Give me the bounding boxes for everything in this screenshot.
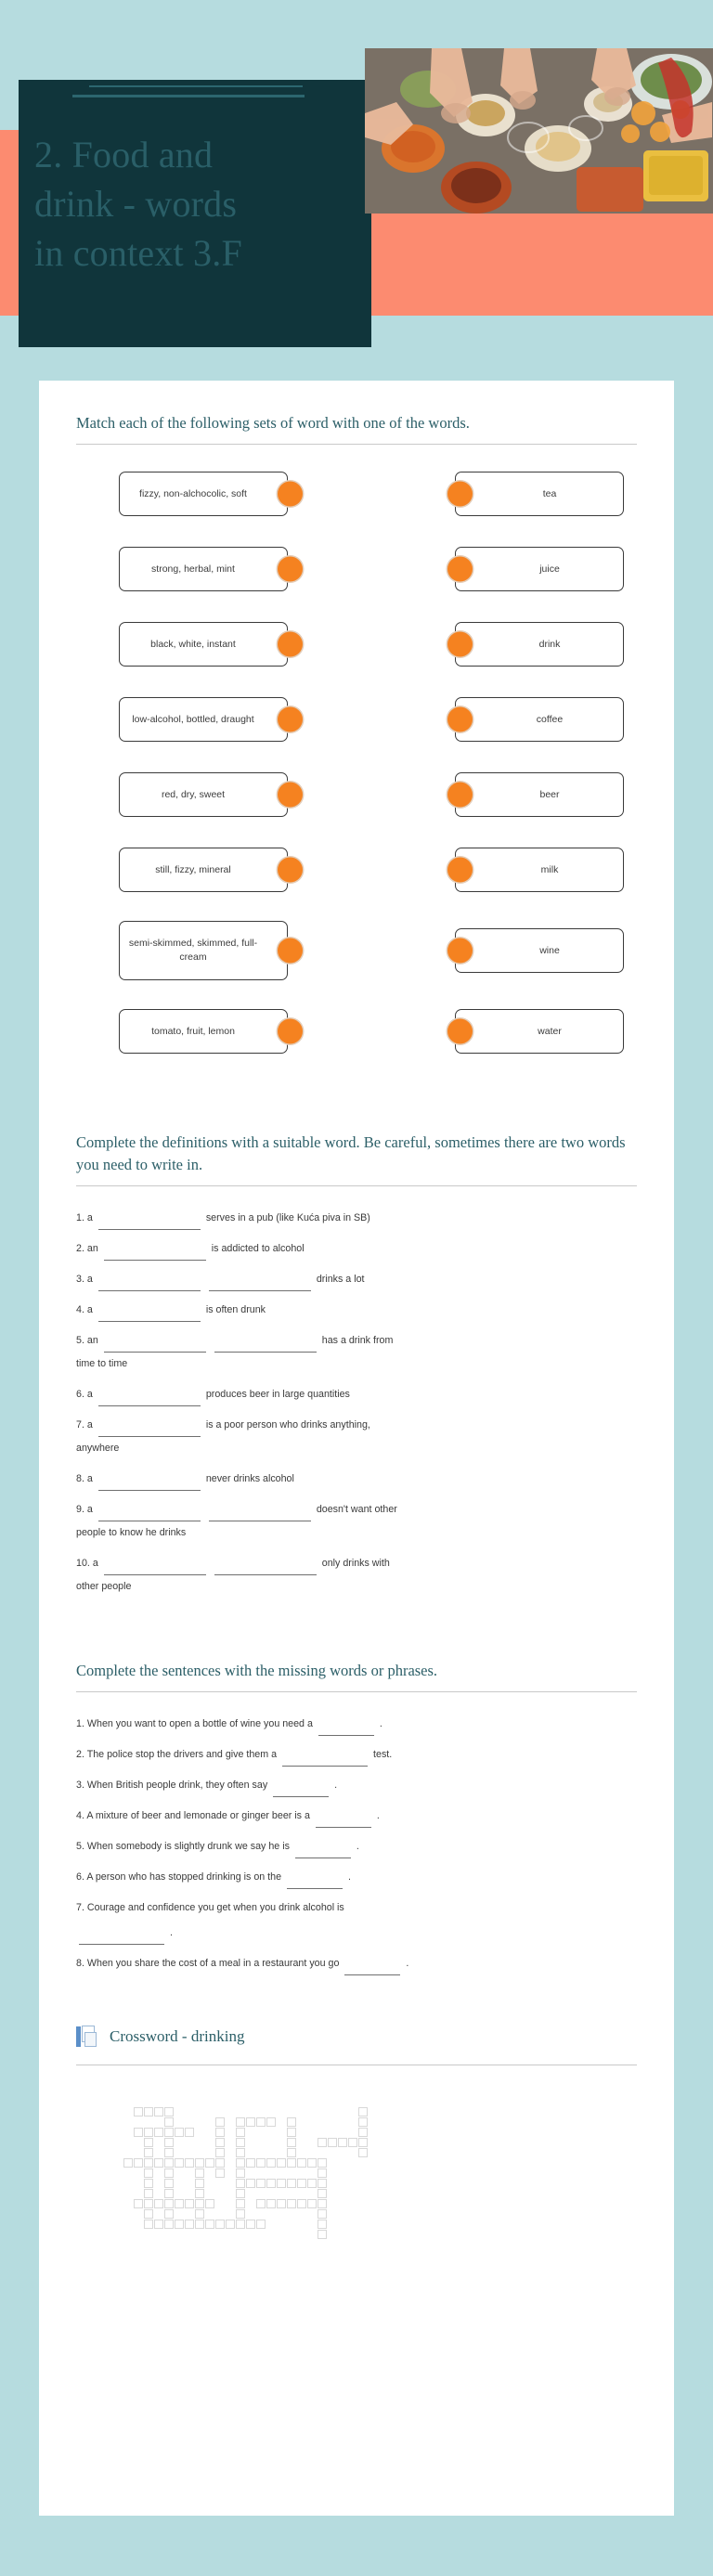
crossword-cell[interactable] (185, 2158, 194, 2168)
answer-blank[interactable] (214, 1561, 317, 1575)
answer-blank[interactable] (98, 1423, 201, 1437)
divider (76, 1691, 637, 1692)
definition-item (76, 1207, 637, 1230)
crossword-cell[interactable] (134, 2158, 143, 2168)
crossword-cell[interactable] (164, 2209, 174, 2219)
answer-blank[interactable] (209, 1508, 311, 1521)
crossword-cell[interactable] (195, 2168, 204, 2178)
item-tail-text: anywhere (76, 1443, 120, 1454)
crossword-cell[interactable] (185, 2199, 194, 2208)
crossword-cell[interactable] (246, 2179, 255, 2188)
crossword-cell[interactable] (195, 2209, 204, 2219)
sentence-item (76, 1713, 637, 1736)
crossword-cell[interactable] (318, 2179, 327, 2188)
crossword-cell[interactable] (338, 2138, 347, 2147)
rule-line-1 (89, 85, 303, 87)
crossword-cell[interactable] (318, 2199, 327, 2208)
definition-item (76, 1414, 637, 1460)
crossword-cell[interactable] (164, 2199, 174, 2208)
definitions-exercise-section (76, 1078, 637, 1599)
item-pre-text: a (86, 1274, 93, 1285)
crossword-cell[interactable] (175, 2158, 184, 2168)
crossword-cell[interactable] (358, 2128, 368, 2137)
item-number: 7. (76, 1902, 84, 1913)
match-row[interactable] (455, 615, 631, 673)
sentence-item (76, 1896, 637, 1945)
crossword-cell[interactable] (164, 2128, 174, 2137)
sentences-exercise-title: Complete the sentences with the missing words or phrases. (76, 1662, 438, 1679)
item-post-text: . (348, 1871, 351, 1883)
match-row[interactable] (455, 916, 631, 985)
item-number: 8. (76, 1473, 84, 1484)
item-pre-text: a (86, 1419, 93, 1430)
crossword-cell[interactable] (215, 2138, 225, 2147)
answer-blank[interactable] (209, 1277, 311, 1291)
crossword-cell[interactable] (144, 2179, 153, 2188)
item-pre-text: When British people drink, they often say (86, 1780, 268, 1791)
item-pre-text: When somebody is slightly drunk we say he is (86, 1841, 290, 1852)
crossword-cell[interactable] (215, 2148, 225, 2157)
crossword-cell[interactable] (164, 2189, 174, 2198)
crossword-cell[interactable] (144, 2158, 153, 2168)
title-line-2: drink - words (34, 183, 238, 225)
definition-item (76, 1383, 637, 1406)
match-dot-icon[interactable] (278, 482, 303, 507)
crossword-cell[interactable] (236, 2199, 245, 2208)
crossword-cell[interactable] (287, 2179, 296, 2188)
item-pre-text: a (92, 1558, 98, 1569)
item-number: 5. (76, 1841, 84, 1852)
definitions-exercise-title: Complete the definitions with a suitable word. Be careful, sometimes there are two words you need to write in. (76, 1133, 626, 1173)
crossword-cell[interactable] (134, 2199, 143, 2208)
crossword-cell[interactable] (318, 2168, 327, 2178)
food-table-photo-illustration (365, 48, 713, 214)
answer-blank[interactable] (344, 1961, 400, 1975)
item-post-text: . (376, 1810, 380, 1821)
item-pre-text: an (86, 1243, 98, 1254)
crossword-cell[interactable] (256, 2117, 266, 2127)
crossword-cell[interactable] (195, 2189, 204, 2198)
crossword-cell[interactable] (266, 2117, 276, 2127)
match-dot-icon[interactable] (278, 557, 303, 582)
match-dot-icon[interactable] (278, 1019, 303, 1044)
crossword-cell[interactable] (246, 2220, 255, 2229)
item-post-text: never drinks alcohol (205, 1473, 294, 1484)
crossword-cell[interactable] (266, 2158, 276, 2168)
crossword-cell[interactable] (195, 2199, 204, 2208)
crossword-cell[interactable] (277, 2179, 286, 2188)
match-right-box[interactable]: juice (455, 547, 624, 591)
crossword-header (76, 1983, 637, 2048)
crossword-cell[interactable] (144, 2189, 153, 2198)
crossword-cell[interactable] (358, 2148, 368, 2157)
definition-item (76, 1329, 637, 1376)
match-left-box[interactable]: black, white, instant (119, 622, 288, 667)
item-tail-text: people to know he drinks (76, 1527, 187, 1538)
crossword-cell[interactable] (134, 2128, 143, 2137)
crossword-cell[interactable] (318, 2138, 327, 2147)
item-pre-text: a (86, 1504, 93, 1515)
definition-item (76, 1468, 637, 1491)
match-right-box[interactable]: coffee (455, 697, 624, 742)
crossword-cell[interactable] (215, 2117, 225, 2127)
answer-blank[interactable] (316, 1814, 371, 1828)
match-row[interactable] (119, 615, 295, 673)
item-pre-text: Courage and confidence you get when you drink alcohol is (86, 1902, 344, 1913)
match-dot-icon[interactable] (447, 632, 473, 657)
item-number: 1. (76, 1718, 84, 1729)
answer-blank[interactable] (104, 1561, 206, 1575)
sentence-item (76, 1743, 637, 1767)
match-dot-icon[interactable] (447, 1019, 473, 1044)
item-post-text: serves in a pub (like Kuća piva in SB) (205, 1212, 370, 1223)
crossword-cell[interactable] (307, 2179, 317, 2188)
match-right-box[interactable]: water (455, 1009, 624, 1054)
crossword-cell[interactable] (307, 2158, 317, 2168)
crossword-grid[interactable] (113, 2097, 392, 2236)
match-dot-icon[interactable] (278, 858, 303, 883)
sentence-item (76, 1866, 637, 1889)
crossword-cell[interactable] (205, 2199, 214, 2208)
crossword-cell[interactable] (144, 2148, 153, 2157)
crossword-cell[interactable] (307, 2199, 317, 2208)
crossword-cell[interactable] (246, 2117, 255, 2127)
item-pre-text: When you share the cost of a meal in a restaurant you go (86, 1958, 340, 1969)
match-dot-icon[interactable] (447, 858, 473, 883)
crossword-cell[interactable] (205, 2158, 214, 2168)
answer-blank[interactable] (98, 1277, 201, 1291)
crossword-cell[interactable] (318, 2209, 327, 2219)
crossword-cell[interactable] (185, 2220, 194, 2229)
crossword-cell[interactable] (236, 2158, 245, 2168)
match-left-box[interactable]: still, fizzy, mineral (119, 848, 288, 892)
crossword-cell[interactable] (215, 2168, 225, 2178)
title-line-1: 2. Food and (34, 134, 214, 175)
item-post-text: produces beer in large quantities (205, 1389, 350, 1400)
crossword-cell[interactable] (164, 2220, 174, 2229)
match-row[interactable] (455, 540, 631, 598)
sentences-list (76, 1713, 637, 1975)
crossword-cell[interactable] (236, 2148, 245, 2157)
crossword-cell[interactable] (144, 2107, 153, 2116)
item-pre-text: A mixture of beer and lemonade or ginger beer is a (86, 1810, 310, 1821)
crossword-cell[interactable] (175, 2128, 184, 2137)
item-number: 7. (76, 1419, 84, 1430)
decorative-rules (72, 85, 314, 97)
crossword-cell[interactable] (236, 2168, 245, 2178)
match-dot-icon[interactable] (447, 783, 473, 808)
item-post-text: . (334, 1780, 338, 1791)
crossword-cell[interactable] (154, 2158, 163, 2168)
definition-item (76, 1237, 637, 1261)
crossword-cell[interactable] (175, 2220, 184, 2229)
match-row[interactable] (119, 540, 295, 598)
crossword-cell[interactable] (144, 2220, 153, 2229)
crossword-cell[interactable] (256, 2220, 266, 2229)
item-pre-text: When you want to open a bottle of wine you need a (86, 1718, 313, 1729)
item-pre-text: a (86, 1212, 93, 1223)
crossword-cell[interactable] (277, 2158, 286, 2168)
match-row[interactable] (455, 1003, 631, 1060)
crossword-cell[interactable] (164, 2158, 174, 2168)
item-post-text: only drinks with (321, 1558, 390, 1569)
item-number: 9. (76, 1504, 84, 1515)
match-row[interactable] (455, 465, 631, 523)
crossword-cell[interactable] (144, 2138, 153, 2147)
match-right-box[interactable]: tea (455, 472, 624, 516)
crossword-cell[interactable] (297, 2158, 306, 2168)
crossword-cell[interactable] (256, 2158, 266, 2168)
match-dot-icon[interactable] (447, 938, 473, 964)
definition-item (76, 1498, 637, 1545)
answer-blank[interactable] (104, 1339, 206, 1353)
crossword-cell[interactable] (287, 2128, 296, 2137)
match-row[interactable] (119, 1003, 295, 1060)
crossword-cell[interactable] (318, 2230, 327, 2239)
crossword-cell[interactable] (358, 2138, 368, 2147)
crossword-cell[interactable] (226, 2220, 235, 2229)
crossword-cell[interactable] (154, 2128, 163, 2137)
match-left-box[interactable]: fizzy, non-alchocolic, soft (119, 472, 288, 516)
match-row[interactable] (119, 766, 295, 823)
answer-blank[interactable] (282, 1753, 368, 1767)
match-left-box[interactable]: tomato, fruit, lemon (119, 1009, 288, 1054)
sentence-item (76, 1952, 637, 1975)
crossword-cell[interactable] (215, 2220, 225, 2229)
crossword-cell[interactable] (144, 2168, 153, 2178)
item-number: 3. (76, 1274, 84, 1285)
page-title (19, 130, 394, 278)
item-number: 2. (76, 1243, 84, 1254)
crossword-cell[interactable] (164, 2117, 174, 2127)
crossword-cell[interactable] (185, 2128, 194, 2137)
crossword-cell[interactable] (266, 2179, 276, 2188)
crossword-cell[interactable] (297, 2179, 306, 2188)
crossword-cell[interactable] (318, 2189, 327, 2198)
item-post-text: test. (373, 1749, 393, 1760)
crossword-cell[interactable] (236, 2138, 245, 2147)
match-dot-icon[interactable] (278, 938, 303, 964)
item-number: 3. (76, 1780, 84, 1791)
match-row[interactable] (119, 465, 295, 523)
match-row[interactable] (455, 766, 631, 823)
item-post-text: . (406, 1958, 409, 1969)
crossword-cell[interactable] (164, 2138, 174, 2147)
crossword-cell[interactable] (164, 2168, 174, 2178)
crossword-cell[interactable] (287, 2148, 296, 2157)
definition-item (76, 1299, 637, 1322)
answer-blank[interactable] (295, 1845, 351, 1858)
rule-line-2 (72, 95, 305, 97)
crossword-cell[interactable] (236, 2209, 245, 2219)
crossword-cell[interactable] (215, 2128, 225, 2137)
crossword-cell[interactable] (236, 2179, 245, 2188)
item-pre-text: an (86, 1335, 98, 1346)
document-pages-icon (76, 2026, 97, 2048)
answer-blank[interactable] (98, 1477, 201, 1491)
answer-blank[interactable] (98, 1216, 201, 1230)
answer-blank[interactable] (318, 1722, 374, 1736)
item-post-text: . (169, 1927, 173, 1938)
header-photo (365, 48, 713, 214)
crossword-cell[interactable] (215, 2158, 225, 2168)
item-pre-text: a (86, 1473, 93, 1484)
match-left-box[interactable]: low-alcohol, bottled, draught (119, 697, 288, 742)
crossword-cell[interactable] (144, 2199, 153, 2208)
match-exercise-title: Match each of the following sets of word with one of the words. (76, 414, 470, 432)
sentences-exercise-section (76, 1606, 637, 1975)
match-right-box[interactable]: milk (455, 848, 624, 892)
crossword-cell[interactable] (328, 2138, 337, 2147)
crossword-cell[interactable] (246, 2158, 255, 2168)
crossword-cell[interactable] (164, 2107, 174, 2116)
match-exercise-section (76, 381, 637, 1078)
crossword-title: Crossword - drinking (110, 2027, 245, 2045)
item-post-text: is addicted to alcohol (211, 1243, 305, 1254)
divider (76, 1185, 637, 1186)
match-right-box[interactable]: beer (455, 772, 624, 817)
divider (76, 444, 637, 445)
item-tail-text: other people (76, 1581, 132, 1592)
crossword-cell[interactable] (266, 2199, 276, 2208)
item-number: 8. (76, 1958, 84, 1969)
item-pre-text: a (86, 1304, 93, 1315)
title-line-3: in context 3.F (34, 232, 242, 274)
item-number: 2. (76, 1749, 84, 1760)
crossword-cell[interactable] (287, 2117, 296, 2127)
definitions-list (76, 1207, 637, 1599)
item-tail-text: time to time (76, 1358, 128, 1369)
answer-blank[interactable] (104, 1247, 206, 1261)
sentence-item (76, 1774, 637, 1797)
item-number: 6. (76, 1389, 84, 1400)
crossword-cell[interactable] (358, 2107, 368, 2116)
crossword-cell[interactable] (154, 2107, 163, 2116)
item-number: 1. (76, 1212, 84, 1223)
crossword-cell[interactable] (287, 2158, 296, 2168)
item-post-text: doesn't want other (316, 1504, 397, 1515)
answer-blank[interactable] (273, 1783, 329, 1797)
crossword-cell[interactable] (205, 2220, 214, 2229)
match-columns (76, 465, 637, 1078)
item-post-text: has a drink from (321, 1335, 394, 1346)
match-dot-icon[interactable] (278, 783, 303, 808)
crossword-cell[interactable] (287, 2199, 296, 2208)
answer-blank[interactable] (214, 1339, 317, 1353)
crossword-cell[interactable] (144, 2128, 153, 2137)
match-left-box[interactable]: strong, herbal, mint (119, 547, 288, 591)
sentence-item (76, 1805, 637, 1828)
match-right-box[interactable]: drink (455, 622, 624, 667)
item-number: 5. (76, 1335, 84, 1346)
crossword-grid-wrap[interactable] (76, 2065, 637, 2236)
item-number: 4. (76, 1304, 84, 1315)
crossword-cell[interactable] (195, 2158, 204, 2168)
header-banner (0, 0, 713, 381)
crossword-cell[interactable] (297, 2199, 306, 2208)
crossword-cell[interactable] (277, 2199, 286, 2208)
match-dot-icon[interactable] (447, 707, 473, 732)
item-post-text: . (379, 1718, 382, 1729)
crossword-cell[interactable] (318, 2158, 327, 2168)
crossword-cell[interactable] (287, 2138, 296, 2147)
item-pre-text: The police stop the drivers and give them a (86, 1749, 278, 1760)
item-number: 4. (76, 1810, 84, 1821)
match-row[interactable] (455, 691, 631, 748)
crossword-cell[interactable] (348, 2138, 357, 2147)
answer-blank[interactable] (79, 1931, 164, 1945)
match-row[interactable] (455, 841, 631, 899)
definition-item (76, 1552, 637, 1599)
crossword-cell[interactable] (236, 2220, 245, 2229)
crossword-cell[interactable] (175, 2199, 184, 2208)
crossword-cell[interactable] (123, 2158, 133, 2168)
item-post-text: is often drunk (205, 1304, 266, 1315)
item-post-text: is a poor person who drinks anything, (205, 1419, 370, 1430)
item-number: 10. (76, 1558, 90, 1569)
crossword-cell[interactable] (195, 2179, 204, 2188)
match-row[interactable] (119, 916, 295, 985)
match-dot-icon[interactable] (447, 557, 473, 582)
crossword-cell[interactable] (236, 2128, 245, 2137)
definition-item (76, 1268, 637, 1291)
crossword-cell[interactable] (164, 2179, 174, 2188)
match-left-box[interactable]: red, dry, sweet (119, 772, 288, 817)
crossword-cell[interactable] (154, 2220, 163, 2229)
match-row[interactable] (119, 841, 295, 899)
crossword-cell[interactable] (144, 2209, 153, 2219)
match-right-box[interactable]: wine (455, 928, 624, 973)
crossword-cell[interactable] (134, 2107, 143, 2116)
match-dot-icon[interactable] (447, 482, 473, 507)
crossword-cell[interactable] (318, 2220, 327, 2229)
answer-blank[interactable] (98, 1308, 201, 1322)
crossword-section (76, 1983, 637, 2236)
item-post-text: . (356, 1841, 359, 1852)
crossword-cell[interactable] (154, 2199, 163, 2208)
crossword-cell[interactable] (358, 2117, 368, 2127)
crossword-cell[interactable] (256, 2179, 266, 2188)
answer-blank[interactable] (98, 1392, 201, 1406)
crossword-cell[interactable] (256, 2199, 266, 2208)
match-dot-icon[interactable] (278, 632, 303, 657)
worksheet-sheet (39, 381, 674, 2516)
match-right-column (455, 465, 631, 1078)
crossword-cell[interactable] (236, 2117, 245, 2127)
item-number: 6. (76, 1871, 84, 1883)
crossword-cell[interactable] (195, 2220, 204, 2229)
item-pre-text: a (86, 1389, 93, 1400)
answer-blank[interactable] (287, 1875, 343, 1889)
match-dot-icon[interactable] (278, 707, 303, 732)
match-left-column (119, 465, 295, 1078)
item-pre-text: A person who has stopped drinking is on the (86, 1871, 282, 1883)
match-left-box[interactable]: semi-skimmed, skimmed, full-cream (119, 921, 288, 980)
item-post-text: drinks a lot (316, 1274, 365, 1285)
sentence-item (76, 1835, 637, 1858)
match-row[interactable] (119, 691, 295, 748)
crossword-cell[interactable] (236, 2189, 245, 2198)
answer-blank[interactable] (98, 1508, 201, 1521)
crossword-cell[interactable] (164, 2148, 174, 2157)
